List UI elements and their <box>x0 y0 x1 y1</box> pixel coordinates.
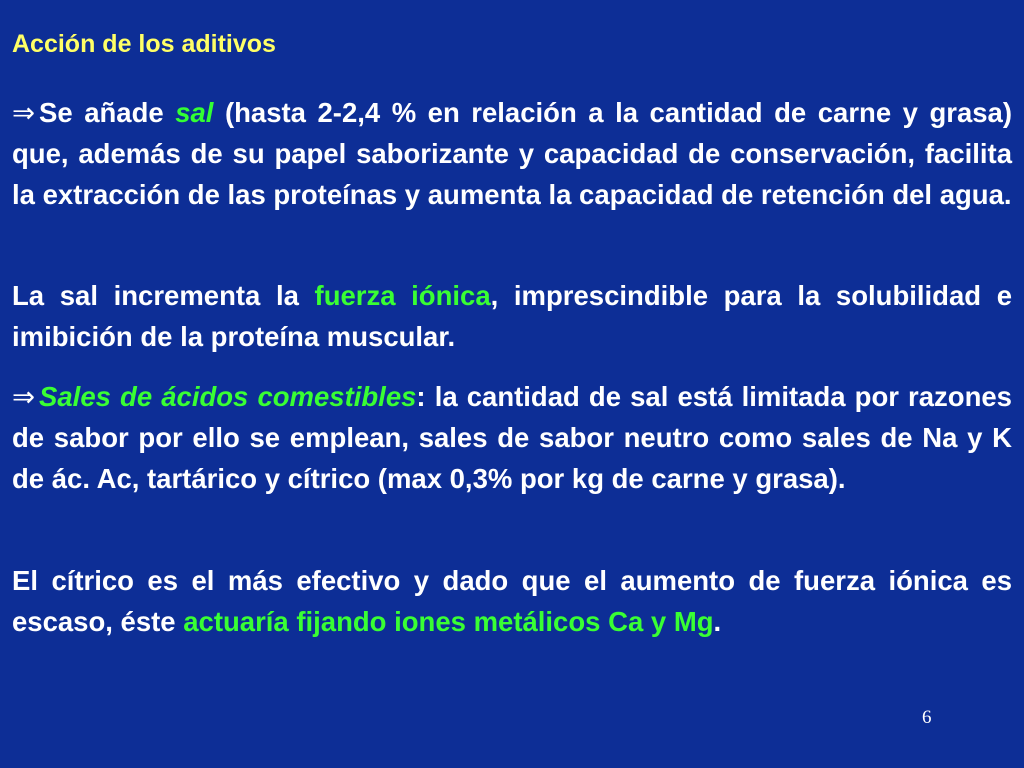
paragraph-acid-after: : la cantidad de sal está limitada por razones de sabor por ello se emplean, sales de sabor neutro como sales de Na y K de ác. Ac, tartárico y cítrico (max 0,3% por kg de carne y grasa). <box>12 381 1012 494</box>
paragraph-salt-before: Se añade <box>39 97 176 128</box>
paragraph-citric-before: El cítrico es el más efectivo y dado que el aumento de fuerza iónica es escaso, éste <box>12 565 1012 637</box>
paragraph-ionic-after: , imprescindible para la solubilidad e imibición de la proteína muscular. <box>12 280 1013 352</box>
paragraph-citric-after: . <box>713 606 722 637</box>
paragraph-salt <box>12 92 1012 215</box>
highlight-iones-metalicos: actuaría fijando iones metálicos Ca y Mg <box>183 606 714 637</box>
slide-title: Acción de los aditivos <box>12 30 276 58</box>
implies-arrow-icon: ⇒ <box>12 381 36 412</box>
page-number: 6 <box>922 707 932 728</box>
highlight-sal: sal <box>175 97 214 128</box>
highlight-fuerza-ionica: fuerza iónica <box>314 280 491 311</box>
paragraph-acid-salts <box>12 376 1012 499</box>
implies-arrow-icon: ⇒ <box>12 97 36 128</box>
paragraph-citric <box>12 560 1012 642</box>
highlight-sales-acidos: Sales de ácidos comestibles <box>39 381 417 412</box>
paragraph-ionic-strength <box>12 275 1012 357</box>
paragraph-salt-after: (hasta 2-2,4 % en relación a la cantidad de carne y grasa) que, además de su papel saborizante y capacidad de conservación, facilita la extracción de las proteínas y aumenta la capacidad de retención del agua. <box>12 97 1013 210</box>
paragraph-ionic-before: La sal incrementa la <box>12 280 315 311</box>
